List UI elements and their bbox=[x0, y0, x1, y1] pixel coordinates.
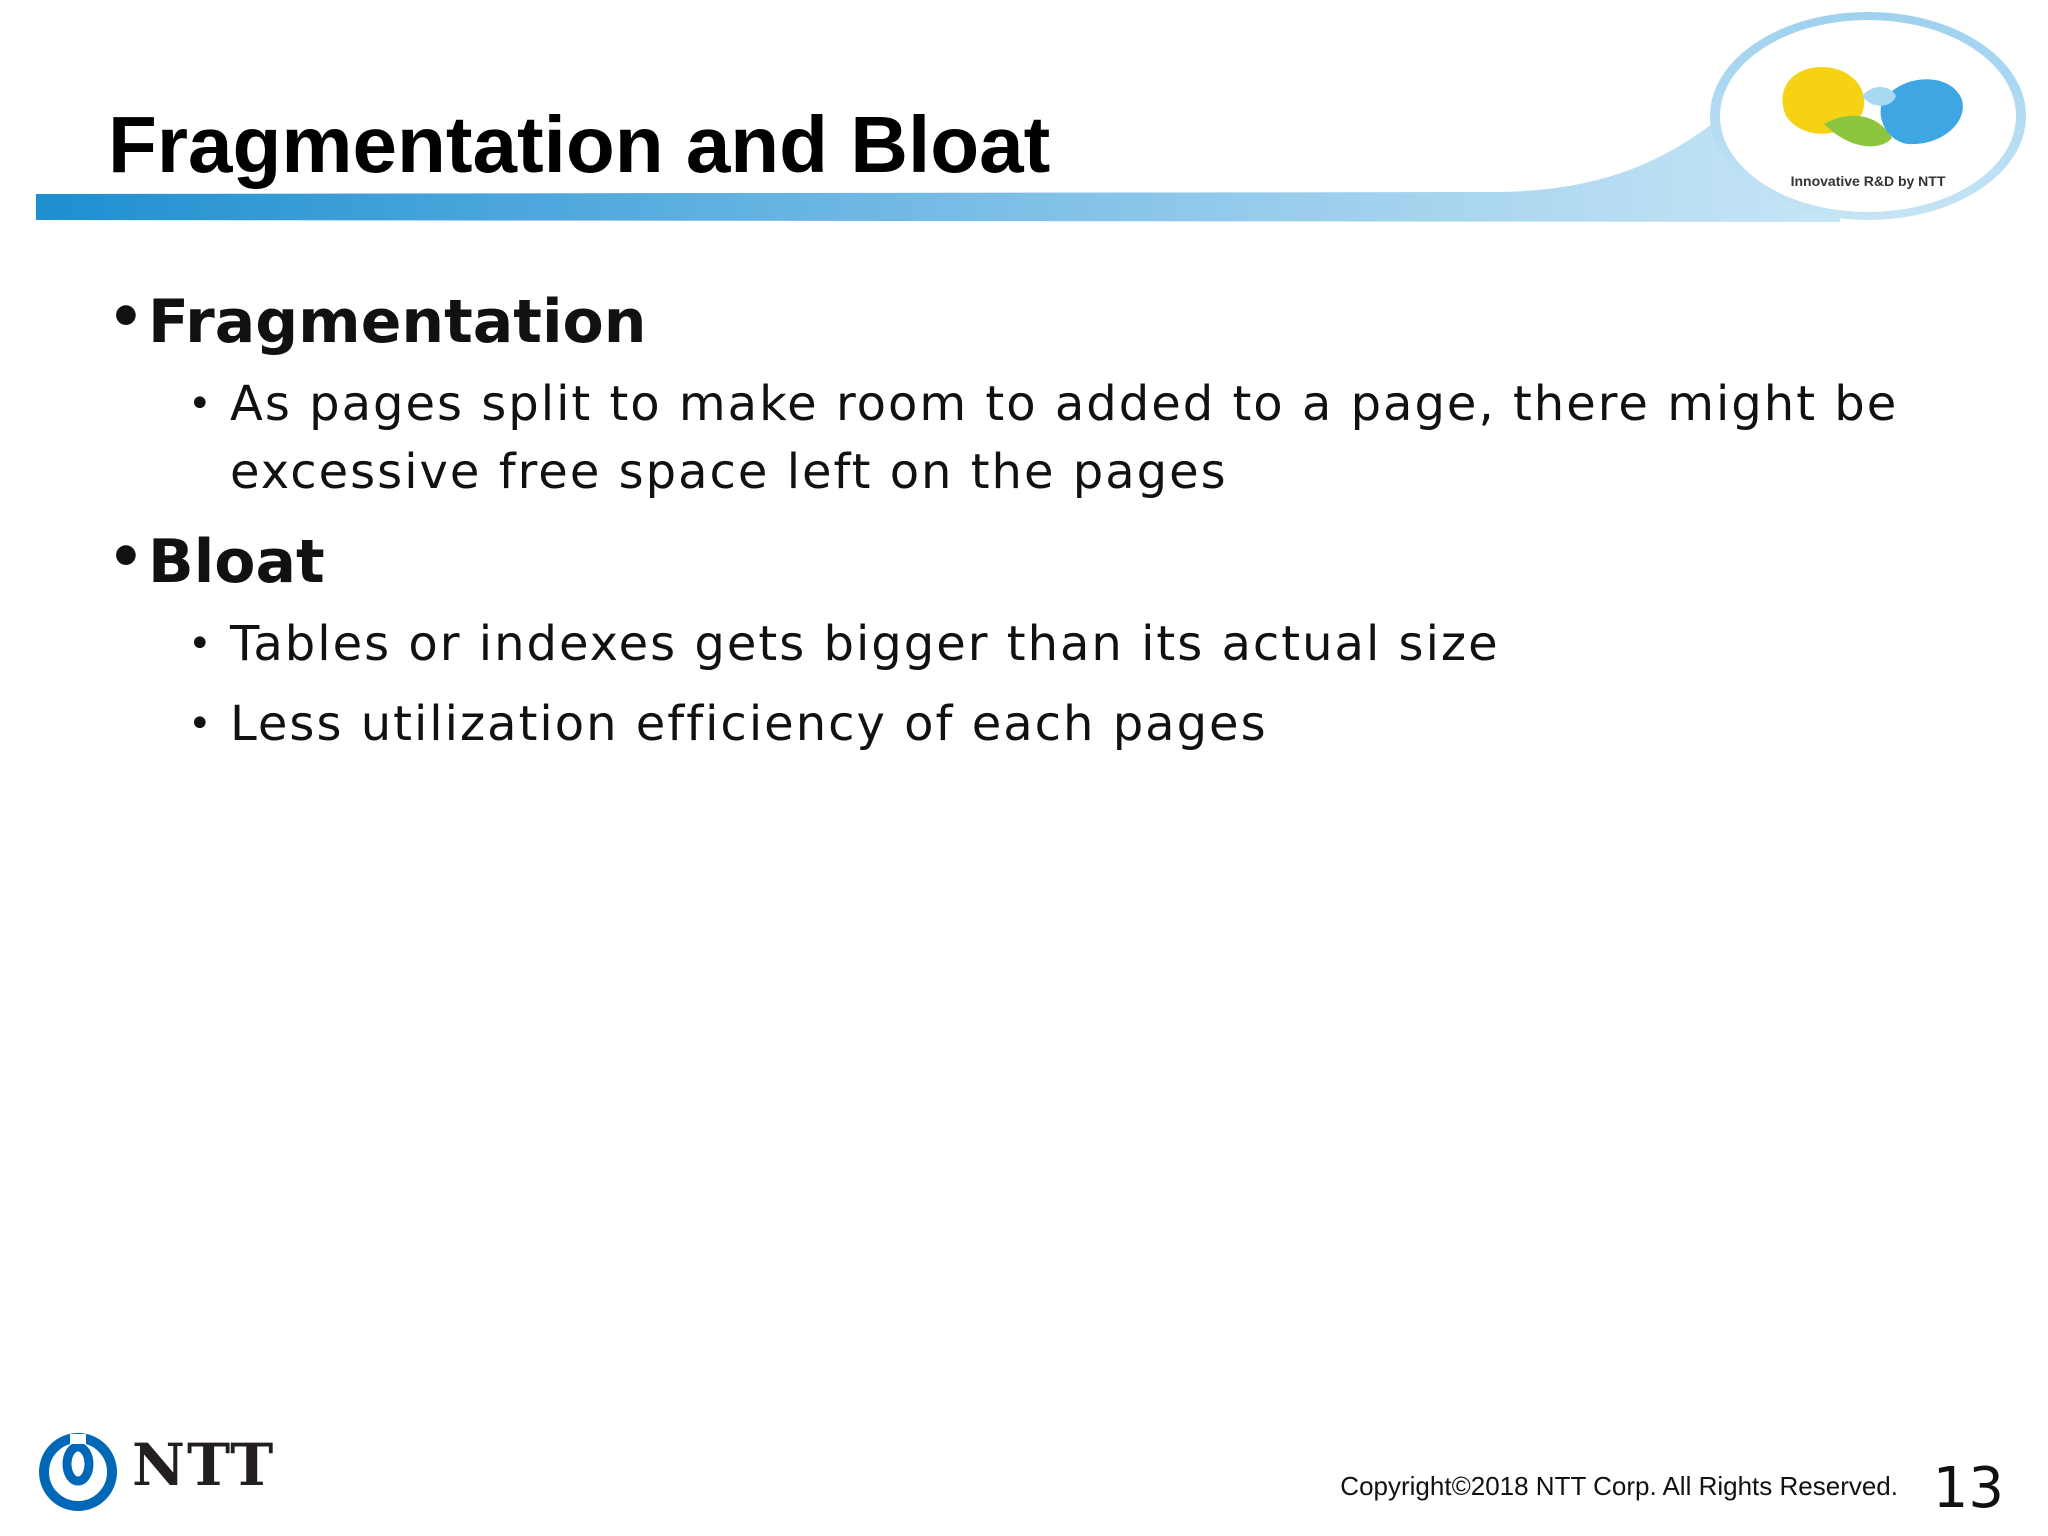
list-item: • Tables or indexes gets bigger than its actual size bbox=[108, 610, 1948, 678]
brand-tagline: Innovative R&D by NTT bbox=[1790, 173, 1946, 189]
ntt-logo bbox=[36, 1430, 276, 1510]
section-heading-bloat: • Bloat bbox=[108, 522, 1948, 602]
copyright-notice: Copyright©2018 NTT Corp. All Rights Reserved. bbox=[1340, 1471, 1898, 1501]
innovative-rd-logo bbox=[1712, 12, 2024, 224]
ntt-wordmark: NTT bbox=[132, 1431, 276, 1499]
bloat-bullets bbox=[108, 610, 1948, 758]
logo-blue-shape bbox=[1881, 79, 1963, 144]
slide-title: Fragmentation and Bloat bbox=[108, 100, 1051, 189]
list-item: • As pages split to make room to added to a page, there might be excessive free space left on the pages bbox=[108, 370, 1948, 506]
list-item: • Less utilization efficiency of each pages bbox=[108, 690, 1948, 758]
fragmentation-bullets bbox=[108, 370, 1948, 506]
slide-body bbox=[108, 282, 1948, 774]
ntt-mark-icon bbox=[36, 1430, 120, 1514]
page-number: 13 bbox=[1932, 1456, 2004, 1521]
section-heading-fragmentation: • Fragmentation bbox=[108, 282, 1948, 362]
